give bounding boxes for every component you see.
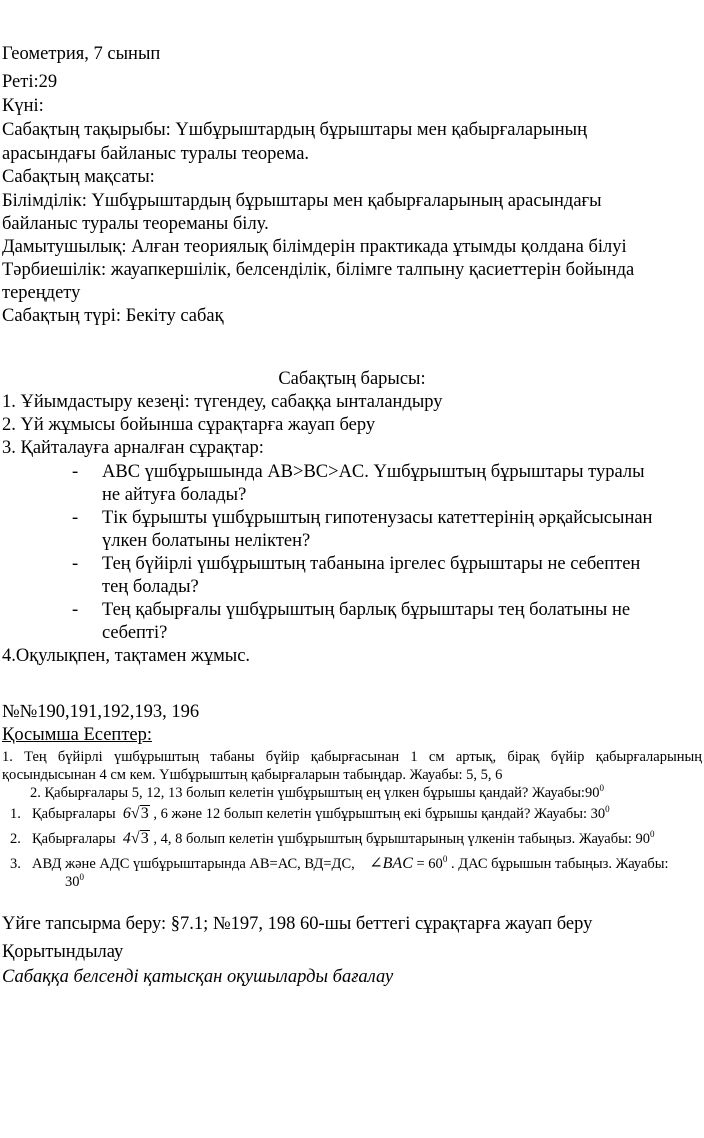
angle-equals: = 60 (416, 856, 443, 872)
task-5-answer-value: 30 (65, 874, 80, 890)
question-4-line-2: себепті? (102, 623, 168, 643)
topic-line-1: Сабақтың тақырыбы: Үшбұрыштардың бұрыштары мен қабырғаларының (2, 120, 587, 140)
bullet-dash: - (72, 600, 79, 620)
topic-line-2: арасындағы байланыс туралы теорема. (2, 144, 310, 164)
task-4-post: , 4, 8 болып келетін үшбұрыштың бұрыштарының үлкенін табыңыз. Жауабы: 90 (153, 831, 650, 847)
extra-tasks-heading: Қосымша Есептер: (2, 725, 153, 745)
exercise-numbers: №№190,191,192,193, 196 (2, 702, 200, 722)
task-5-post: . ДАС бұрышын табыңыз. Жауабы: (450, 856, 669, 872)
bullet-dash: - (72, 462, 79, 482)
step-4: 4.Оқулықпен, тақтамен жұмыс. (2, 646, 251, 666)
radical-icon: √ (130, 830, 140, 847)
question-2-line-1: Тік бұрышты үшбұрыштың гипотенузасы катеттерінің әрқайсысынан (102, 508, 653, 528)
subject-line: Геометрия, 7 сынып (2, 44, 161, 64)
question-4-line-1: Тең қабырғалы үшбұрыштың барлық бұрыштары тең болатыны не (102, 600, 631, 620)
goal-developmental: Дамытушылық: Алған теориялық білімдерін практикада ұтымды қолдана білуі (2, 237, 627, 257)
task-3-pre: Қабырғалары (32, 806, 116, 822)
sqrt-coefficient: 4 (122, 830, 131, 847)
task-1-line-2: қосындысынан 4 см кем. Үшбұрыштың қабырғаларын табыңдар. Жауабы: 5, 5, 6 (2, 767, 503, 783)
step-1: 1. Ұйымдастыру кезеңі: түгендеу, сабаққа ынталандыру (2, 392, 443, 412)
sqrt-radicand: 3 (140, 805, 149, 822)
question-3-line-1: Тең бүйірлі үшбұрыштың табанына іргелес бұрыштары не себептен (102, 554, 641, 574)
degree-mark: 0 (442, 854, 448, 864)
goal-upbringing-1: Тәрбиешілік: жауапкершілік, белсенділік, білімге талпыну қасиеттерін бойында (2, 260, 635, 280)
task-3-number: 1. (10, 806, 21, 822)
degree-mark: 0 (605, 804, 610, 814)
progress-heading: Сабақтың барысы: (278, 369, 426, 389)
sqrt-expression (123, 805, 150, 823)
task-5-answer (65, 873, 84, 891)
lesson-number: Реті:29 (2, 72, 58, 92)
sqrt-coefficient: 6 (122, 805, 131, 822)
task-2 (30, 784, 604, 802)
goals-heading: Сабақтың мақсаты: (2, 167, 155, 187)
task-4-number: 2. (10, 831, 21, 847)
homework: Үйге тапсырма беру: §7.1; №197, 198 60-шы беттегі сұрақтарға жауап беру (2, 914, 593, 934)
question-2-line-2: үлкен болатыны неліктен? (102, 531, 311, 551)
radical-icon: √ (130, 805, 140, 822)
degree-mark: 0 (649, 829, 655, 839)
task-4-pre: Қабырғалары (32, 831, 116, 847)
degree-mark: 0 (79, 872, 84, 882)
task-4 (32, 830, 654, 848)
task-2-text: 2. Қабырғалары 5, 12, 13 болып келетін үшбұрыштың ең үлкен бұрышы қандай? Жауабы:90 (30, 785, 600, 801)
question-1-line-1: ABC үшбұрышында AB>BC>AC. Үшбұрыштың бұрыштары туралы (102, 462, 645, 482)
task-5 (32, 855, 669, 873)
question-3-line-2: тең болады? (102, 577, 199, 597)
degree-mark: 0 (599, 783, 604, 793)
lesson-type: Сабақтың түрі: Бекіту сабақ (2, 306, 224, 326)
lesson-date: Күні: (2, 96, 44, 116)
sqrt-radicand: 3 (140, 830, 149, 847)
goal-upbringing-2: тереңдету (2, 283, 81, 303)
goal-educational-1: Білімділік: Үшбұрыштардың бұрыштары мен қабырғаларының арасындағы (2, 191, 602, 211)
task-3 (32, 805, 610, 823)
task-3-post: , 6 және 12 болып келетін үшбұрыштың екі бұрышы қандай? Жауабы: 30 (153, 806, 606, 822)
bullet-dash: - (72, 508, 79, 528)
task-5-number: 3. (10, 856, 21, 872)
sqrt-expression (123, 830, 150, 848)
task-1-line-1: 1. Тең бүйірлі үшбұрыштың табаны бүйір қабырғасынан 1 см артық, бірақ бүйір қабырғаларының (2, 749, 702, 765)
step-3: 3. Қайталауға арналған сұрақтар: (2, 438, 264, 458)
question-1-line-2: не айтуға болады? (102, 485, 247, 505)
bullet-dash: - (72, 554, 79, 574)
assessment: Сабаққа белсенді қатысқан оқушыларды бағалау (2, 967, 394, 987)
summary: Қорытындылау (2, 942, 124, 962)
angle-expression: ∠BAC (369, 855, 413, 872)
step-2: 2. Үй жұмысы бойынша сұрақтарға жауап беру (2, 415, 376, 435)
goal-educational-2: байланыс туралы теореманы білу. (2, 214, 269, 234)
task-5-pre: АВД және АДС үшбұрыштарында АВ=АС, ВД=ДС, (32, 856, 355, 872)
